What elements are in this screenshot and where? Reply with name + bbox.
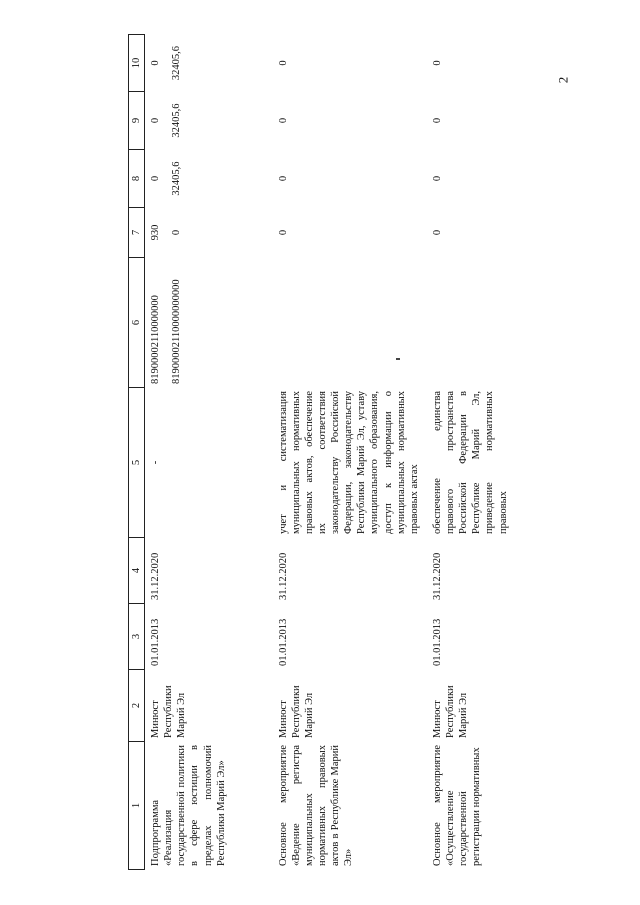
cell-col7 (145, 208, 273, 258)
cell-name: Подпрограмма «Реализация государственной политики в сфере юстиции в пределах полномочий Республики Марий Эл» (150, 745, 227, 866)
table-row (145, 35, 273, 870)
cell-col9 (145, 92, 273, 150)
value-line-1: 0 (150, 175, 161, 182)
col-header-1: 1 (129, 742, 145, 870)
cell-name: Основное мероприятие «Осуществление государственной регистрации нормативных (431, 745, 483, 866)
cell-col9: 0 (431, 117, 443, 124)
cell-end-date: 31.12.2020 (150, 552, 161, 600)
cell-end-date: 31.12.2020 (277, 552, 289, 600)
table-row (427, 35, 522, 870)
col-header-4: 4 (129, 538, 145, 604)
code-line-2: 81900002110000000000 (171, 279, 183, 384)
header-row (129, 35, 145, 870)
cell-end-date: 31.12.2020 (431, 552, 443, 600)
value-line-1: 930 (150, 224, 161, 241)
value-line-2: 32405,6 (171, 161, 183, 196)
cell-col9: 0 (277, 117, 289, 124)
value-line-1: 0 (150, 117, 161, 124)
program-table (128, 34, 522, 870)
cell-executor: Минюст Республики Марий Эл (277, 685, 315, 738)
code-line-1: 81900002110000000 (150, 295, 161, 384)
page-number: 2 (555, 76, 571, 84)
cell-col10: 0 (431, 60, 443, 66)
col-header-9: 9 (129, 92, 145, 150)
cell-code (145, 258, 273, 388)
cell-start-date: 01.01.2013 (150, 618, 161, 666)
cell-col10: 0 (277, 60, 289, 66)
col-header-3: 3 (129, 604, 145, 670)
cell-col10 (145, 35, 273, 92)
col-header-2: 2 (129, 670, 145, 742)
value-line-2: 32405,6 (171, 103, 183, 138)
col-header-6: 6 (129, 258, 145, 388)
col-header-7: 7 (129, 208, 145, 258)
col-header-10: 10 (129, 35, 145, 92)
cell-code (427, 258, 522, 388)
cell-name: Основное мероприятие «Ведение регистра муниципальных нормативных правовых актов в Республике Марий Эл» (277, 745, 355, 866)
cell-result: - (150, 460, 161, 465)
cell-col7: 0 (277, 229, 289, 236)
col-header-8: 8 (129, 150, 145, 208)
rotated-table-container (128, 35, 523, 870)
cell-executor: Минюст Республики Марий Эл (431, 685, 470, 738)
cell-start-date: 01.01.2013 (277, 618, 289, 666)
cell-col7: 0 (431, 229, 443, 236)
col-header-5: 5 (129, 388, 145, 538)
cell-executor: Минюст Республики Марий Эл (150, 685, 188, 738)
cell-code (273, 258, 427, 388)
cell-start-date: 01.01.2013 (431, 618, 443, 666)
table-row (273, 35, 427, 870)
value-line-1: 0 (150, 60, 161, 66)
value-line-2: 0 (171, 229, 183, 236)
cell-col8: 0 (277, 175, 289, 182)
cell-result: учет и систематизация муниципальных нормативных правовых актов, обеспечение их соответствия законодательству Российской Федерации, законодательству Республики Марий Эл, уставу муниципального образования, доступ к информации о муниципальных нормативных правовых актах (277, 391, 420, 534)
cell-col8: 0 (431, 175, 443, 182)
cell-result: обеспечение единства правового пространства Российской Федерации в Республике Марий Эл, приведение нормативных правовых (431, 391, 509, 534)
value-line-2: 32405,6 (171, 45, 183, 81)
cell-col8 (145, 150, 273, 208)
